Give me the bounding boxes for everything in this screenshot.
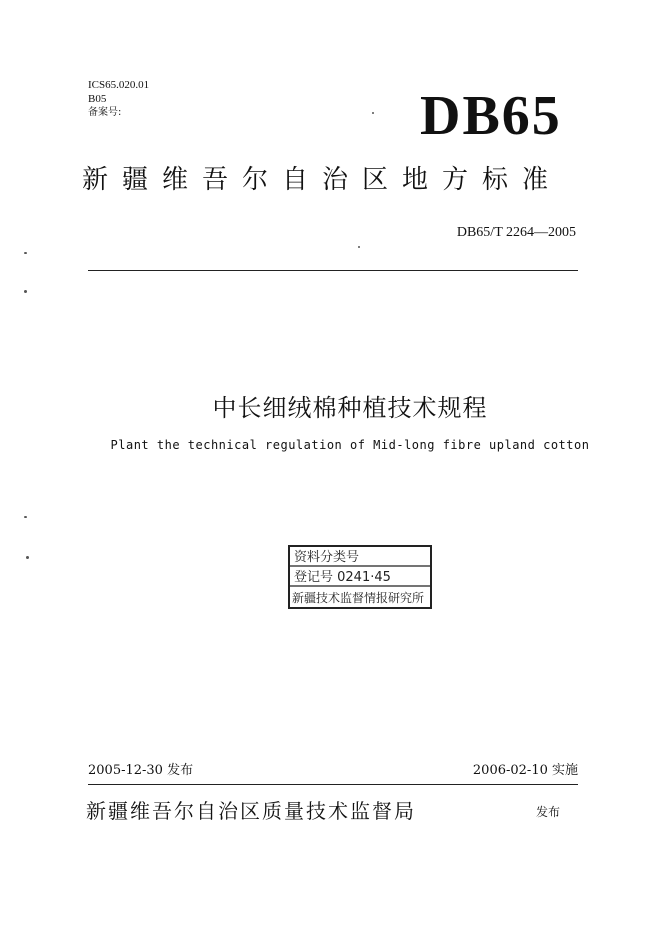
issue-date: 2005-12-30 发布 [88, 763, 194, 778]
stamp-line-1: 资料分类号 [294, 550, 360, 565]
scan-speck [24, 516, 27, 518]
standard-logo: DB65 [420, 85, 562, 147]
scan-speck [24, 252, 27, 254]
issuing-authority-suffix: 发布 [536, 805, 561, 819]
scan-speck [372, 112, 374, 114]
scan-speck [24, 290, 27, 293]
filing-number-label: 备案号: [88, 107, 122, 118]
title-english: Plant the technical regulation of Mid-long fibre upland cotton [110, 438, 590, 452]
implementation-date: 2006-02-10 实施 [472, 763, 578, 778]
standard-category: 新疆维吾尔自治区地方标准 [82, 165, 563, 195]
title-chinese: 中长细绒棉种植技术规程 [212, 394, 488, 422]
library-stamp [286, 542, 434, 612]
standard-number: DB65/T 2264—2005 [456, 225, 576, 240]
top-divider [88, 270, 578, 271]
stamp-line-2: 登记号 0241·45 [294, 570, 391, 585]
scan-speck [358, 246, 360, 248]
classification-code: B05 [88, 93, 107, 105]
bottom-divider [88, 784, 578, 785]
scan-speck [26, 556, 29, 559]
stamp-line-3: 新疆技术监督情报研究所 [292, 591, 425, 605]
issuing-authority: 新疆维吾尔自治区质量技术监督局 [86, 799, 416, 823]
ics-code: ICS65.020.01 [88, 79, 150, 91]
